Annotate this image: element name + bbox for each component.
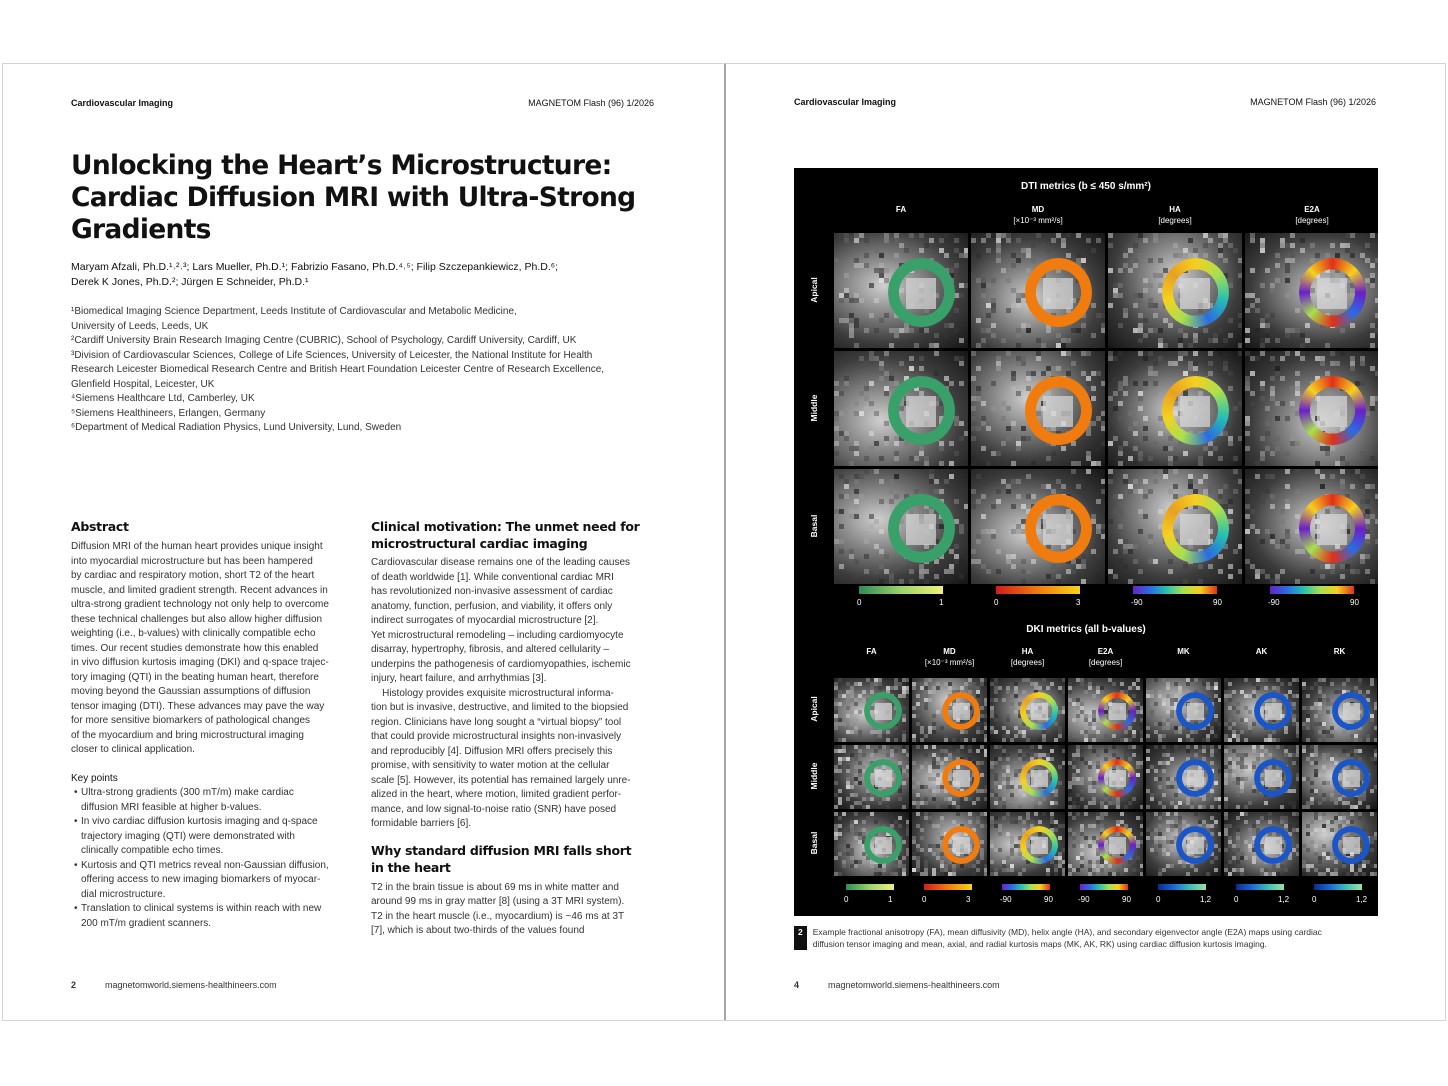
map-dki-e2a-apical [1068,678,1143,742]
abstract-heading: Abstract [71,519,129,534]
map-dki-ak-apical [1224,678,1299,742]
map-dki-e2a-middle [1068,745,1143,809]
blood-pool [906,514,936,545]
clinical-heading [371,518,661,552]
colorbar-min: -90 [1131,598,1143,607]
abstract-column [71,518,361,931]
blood-pool [1317,278,1347,309]
colorbar-max: 1 [939,598,944,607]
column-header [1108,204,1242,226]
blood-pool [1180,514,1210,545]
map-fa-basal [834,469,968,584]
column-header [1063,646,1148,668]
map-dki-rk-middle [1302,745,1377,809]
title-line: Unlocking the Heart’s Microstructure: [71,150,612,181]
author-line: Derek K Jones, Ph.D.²; Jürgen E Schneider, Ph.D.¹ [71,275,309,288]
map-ha-basal [1108,469,1242,584]
figure-dti-dki-maps [794,168,1378,916]
map-dki-mk-apical [1146,678,1221,742]
article-title [71,150,651,246]
colorbar [1236,884,1284,890]
column-header [1245,204,1378,226]
column-unit: [degrees] [1088,658,1123,667]
affiliation-line: Research Leicester Biomedical Research Centre and British Heart Foundation Leicester Centre of Research Excellence, [71,364,605,375]
colorbar [996,586,1080,594]
blood-pool [875,837,892,854]
text-line: of the myocardium and bring microstructural imaging [71,729,304,741]
footer-url[interactable]: magnetomworld.siemens-healthineers.com [828,980,1000,990]
colorbar-min: -90 [1268,598,1280,607]
text-line: tion but is invasive, destructive, and limited to the biopsied [371,702,629,713]
map-dki-rk-apical [1302,678,1377,742]
blood-pool [1187,837,1204,854]
column-unit: [degrees] [1158,216,1192,225]
blood-pool [1180,278,1210,309]
text-line: times. Our recent studies demonstrate how this enabled [71,642,319,654]
blood-pool [1317,396,1347,427]
text-line: ultra-strong gradient technology not only help to overcome [71,599,329,610]
map-dki-fa-basal [834,812,909,876]
colorbar-min: 0 [844,895,849,904]
blood-pool [1109,837,1126,854]
text-line: [7], which is about two-thirds of the values found [371,925,585,936]
why-text [371,881,661,939]
colorbar [1133,586,1217,594]
column-unit: [degrees] [1295,216,1329,225]
affiliation-line: ⁴Siemens Healthcare Ltd, Camberley, UK [71,393,255,404]
map-md-basal [971,469,1105,584]
text-line: closer to clinical application. [71,744,195,755]
title-line: Gradients [71,214,211,245]
left-page [2,63,723,1021]
map-ha-apical [1108,233,1242,348]
text-line: mance, and low signal-to-noise ratio (SNR) have posed [371,803,617,815]
text-line: scale [5]. However, its potential has remained largely unre- [371,774,631,786]
text-line: weighting (i.e., b-values) with clinically compatible echo [71,628,316,639]
affiliation-line: ¹Biomedical Imaging Science Department, Leeds Institute of Cardiovascular and Metabolic Medicine, [71,306,517,317]
column-unit: [degrees] [1010,658,1045,667]
colorbar-min: 0 [994,598,999,607]
text-line: trajectory imaging (QTI) were demonstrated with [81,830,295,842]
footer-url[interactable]: magnetomworld.siemens-healthineers.com [105,980,277,990]
row-label: Apical [809,276,819,303]
colorbar [924,884,972,890]
column-name: HA [1021,647,1034,656]
blood-pool [1109,770,1126,787]
text-line: by cardiac and respiratory motion, short T2 of the heart [71,570,315,581]
page-number: 2 [71,980,77,990]
motivation-column [371,518,661,939]
map-dki-rk-basal [1302,812,1377,876]
text-line: tensor imaging (DTI). These advances may pave the way [71,700,325,712]
colorbar-max: 1,2 [1200,895,1212,904]
colorbar-min: 0 [857,598,862,607]
colorbar-min: -90 [1078,895,1090,904]
column-unit: [×10⁻³ mm²/s] [1013,216,1063,225]
map-ha-middle [1108,351,1242,466]
column-name: HA [1169,205,1181,214]
blood-pool [1187,770,1204,787]
text-line: T2 in the brain tissue is about 69 ms in white matter and [371,881,619,893]
colorbar [1314,884,1362,890]
affiliation-line: ⁵Siemens Healthineers, Erlangen, Germany [71,407,266,419]
list-item [71,786,361,815]
column-name: RK [1333,647,1346,656]
colorbar [846,884,894,890]
row-label: Basal [809,514,819,537]
text-line: clinically compatible echo times. [81,845,224,856]
map-dki-ha-basal [990,812,1065,876]
colorbar-max: 1,2 [1278,895,1290,904]
blood-pool [1343,703,1360,720]
map-dki-md-basal [912,812,987,876]
affiliation-line: ⁶Department of Medical Radiation Physics, Lund University, Lund, Sweden [71,422,402,433]
dki-title: DKI metrics (all b-values) [1026,624,1146,635]
map-dki-mk-middle [1146,745,1221,809]
text-line: indirect surrogates of myocardial microstructure [2]. [371,615,599,626]
text-line: promise, with sensitivity to water motion at the cellular [371,760,610,771]
map-dki-ak-middle [1224,745,1299,809]
colorbar-max: 3 [966,895,971,904]
why-heading [371,842,661,876]
column-name: FA [895,205,907,214]
title-line: Cardiac Diffusion MRI with Ultra-Strong [71,182,636,213]
text-line: Histology provides exquisite microstructural informa- [371,687,614,699]
text-line: muscle, and limited gradient strength. Recent advances in [71,584,328,596]
heading-line: microstructural cardiac imaging [371,536,588,551]
column-header [971,204,1105,226]
text-line: • Kurtosis and QTI metrics reveal non-Gaussian diffusion, [81,859,329,871]
colorbar-min: 0 [1312,895,1317,904]
map-dki-md-middle [912,745,987,809]
column-name: AK [1255,647,1268,656]
blood-pool [1031,837,1048,854]
text-line: • In vivo cardiac diffusion kurtosis imaging and q-space [81,816,318,827]
blood-pool [1317,514,1347,545]
clinical-text [371,556,661,832]
map-e2a-middle [1245,351,1378,466]
author-line: Maryam Afzali, Ph.D.¹˒²˒³; Lars Mueller, Ph.D.¹; Fabrizio Fasano, Ph.D.⁴˒⁵; Filip Szczepankiewicz, Ph.D.⁶; [71,261,558,273]
dti-title: DTI metrics (b ≤ 450 s/mm²) [1021,181,1151,192]
colorbar-min: 0 [922,895,927,904]
text-line: disarray, hypertrophy, fibrosis, and altered cellularity – [371,644,610,655]
column-name: MD [943,647,956,656]
blood-pool [1031,703,1048,720]
text-line: for more sensitive biomarkers of pathological changes [71,715,311,726]
page-number: 4 [794,980,800,990]
affiliation-line: ³Division of Cardiovascular Sciences, College of Life Sciences, University of Leicester, the National Institute for Health [71,349,593,361]
map-dki-e2a-basal [1068,812,1143,876]
affiliations [71,305,651,436]
text-line: T2 in the heart muscle (i.e., myocardium) is ~46 ms at 3T [371,910,625,922]
blood-pool [1343,837,1360,854]
map-md-apical [971,233,1105,348]
column-header [907,646,992,668]
colorbar [1270,586,1354,594]
column-name: MK [1177,647,1190,656]
heading-line: in the heart [371,859,451,875]
blood-pool [1043,396,1073,427]
blood-pool [1265,703,1282,720]
key-points-list [71,786,361,931]
text-line: Cardiovascular disease remains one of the leading causes [371,557,631,568]
column-name: E2A [1097,647,1114,656]
column-header [1141,646,1226,657]
map-dki-fa-apical [834,678,909,742]
blood-pool [1187,703,1204,720]
blood-pool [953,837,970,854]
list-item [71,902,361,931]
row-label: Middle [809,762,819,790]
map-dki-ak-basal [1224,812,1299,876]
text-line: these technical challenges but also allow higher diffusion [71,613,323,625]
map-fa-apical [834,233,968,348]
affiliation-line: Glenfield Hospital, Leicester, UK [71,378,215,390]
text-line: diffusion MRI feasible at higher b-values. [81,801,262,813]
text-line: of death worldwide [1]. While conventional cardiac MRI [371,571,614,583]
blood-pool [1043,278,1073,309]
authors [71,260,631,289]
column-header [985,646,1070,668]
text-line: Yet microstructural remodeling – including cardiomyocyte [371,629,624,641]
map-e2a-apical [1245,233,1378,348]
key-points-heading: Key points [71,772,118,784]
blood-pool [1109,703,1126,720]
row-label: Basal [809,831,819,855]
text-line: and reproducibly [4]. Diffusion MRI offers precisely this [371,745,613,757]
column-name: MD [1031,205,1045,214]
colorbar-min: 0 [1234,895,1239,904]
affiliation-line: University of Leeds, Leeds, UK [71,320,209,332]
colorbar-max: 1,2 [1356,895,1368,904]
figure-caption [794,926,1374,950]
journal-label: MAGNETOM Flash (96) 1/2026 [528,98,654,108]
text-line: moving beyond the Gaussian assumptions of diffusion [71,686,311,697]
text-line: in vivo diffusion kurtosis imaging (DKI) and q-space trajec- [71,657,329,668]
text-line: Diffusion MRI of the human heart provides unique insight [71,541,323,552]
text-line: offering access to new imaging biomarkers of myocar- [81,874,321,885]
column-header [1219,646,1304,657]
colorbar-max: 90 [1350,598,1359,607]
row-label: Middle [809,394,819,421]
blood-pool [1180,396,1210,427]
column-name: E2A [1304,205,1320,214]
map-dki-md-apical [912,678,987,742]
text-line: alized in the heart, where motion, limited gradient perfor- [371,789,622,800]
blood-pool [1031,770,1048,787]
map-md-middle [971,351,1105,466]
caption-line: Example fractional anisotropy (FA), mean diffusivity (MD), helix angle (HA), and secondary eigenvector angle (E2A) maps using cardiac [812,927,1322,937]
blood-pool [953,703,970,720]
text-line: has revolutionized non-invasive assessment of cardiac [371,586,613,597]
figure-number: 2 [794,926,807,950]
colorbar [859,586,943,594]
colorbar [1002,884,1050,890]
column-header [834,204,968,215]
colorbar-max: 90 [1122,895,1131,904]
text-line: 200 mT/m gradient scanners. [81,917,212,929]
text-line: anatomy, function, perfusion, and viability, it offers only [371,600,613,612]
row-label: Apical [809,696,819,722]
blood-pool [875,703,892,720]
colorbar-max: 90 [1044,895,1053,904]
affiliation-line: ²Cardiff University Brain Research Imaging Centre (CUBRIC), School of Psychology, Cardiff University, Cardiff, UK [71,335,577,346]
map-dki-mk-basal [1146,812,1221,876]
column-unit: [×10⁻³ mm²/s] [924,658,975,667]
blood-pool [953,770,970,787]
map-dki-ha-middle [990,745,1065,809]
colorbar [1158,884,1206,890]
map-dki-ha-apical [990,678,1065,742]
colorbar-max: 90 [1213,598,1222,607]
text-line: region. Clinicians have long sought a “virtual biopsy” tool [371,716,622,728]
blood-pool [875,770,892,787]
text-line: tory imaging (QTI) in the beating human heart, therefore [71,671,319,683]
map-e2a-basal [1245,469,1378,584]
text-line: formidable barriers [6]. [371,818,472,829]
abstract-text [71,540,361,758]
blood-pool [1043,514,1073,545]
blood-pool [1343,770,1360,787]
section-label: Cardiovascular Imaging [71,98,174,108]
colorbar [1080,884,1128,890]
map-fa-middle [834,351,968,466]
colorbar-max: 1 [888,895,893,904]
blood-pool [906,278,936,309]
blood-pool [906,396,936,427]
column-header [829,646,914,657]
text-line: • Ultra-strong gradients (300 mT/m) make cardiac [81,787,294,798]
text-line: • Translation to clinical systems is within reach with new [81,903,322,914]
blood-pool [1265,770,1282,787]
list-item [71,859,361,903]
text-line: underpins the pathogenesis of cardiomyopathies, ischemic [371,658,631,670]
heading-line: Why standard diffusion MRI falls short [371,842,632,858]
blood-pool [1265,837,1282,854]
colorbar-max: 3 [1076,598,1081,607]
journal-label: MAGNETOM Flash (96) 1/2026 [1250,97,1376,107]
list-item [71,815,361,859]
text-line: around 99 ms in gray matter [8] (using a 3T MRI system). [371,896,625,907]
heading-line: Clinical motivation: The unmet need for [371,519,640,534]
caption-line: diffusion tensor imaging and mean, axial, and radial kurtosis maps (MK, AK, RK) using cardiac diffusion kurtosis imaging. [812,939,1267,949]
map-dki-fa-middle [834,745,909,809]
text-line: that could provide microstructural insights non-invasively [371,731,622,742]
text-line: injury, heart failure, and arrhythmias [3]. [371,673,547,684]
text-line: dial microstructure. [81,888,166,900]
column-name: FA [866,647,877,656]
colorbar-min: 0 [1156,895,1161,904]
right-page [724,63,1446,1021]
colorbar-min: -90 [1000,895,1012,904]
section-label: Cardiovascular Imaging [794,97,897,107]
column-header [1297,646,1378,657]
text-line: into myocardial microstructure but has been hampered [71,555,313,567]
